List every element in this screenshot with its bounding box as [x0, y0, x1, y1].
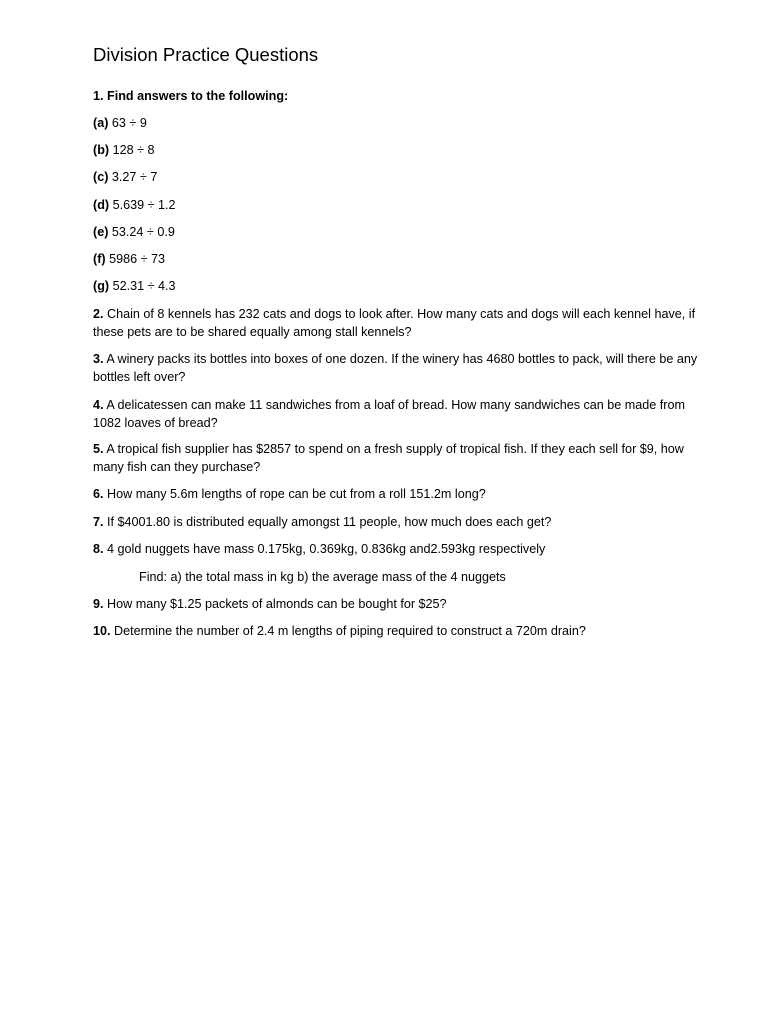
question-1d — [93, 196, 176, 214]
question-number: 7. — [93, 515, 104, 529]
question-4 — [93, 396, 703, 432]
question-1b — [93, 141, 155, 159]
question-5 — [93, 440, 703, 476]
question-text: If $4001.80 is distributed equally amongst 11 people, how much does each get? — [103, 515, 552, 529]
question-9 — [93, 595, 447, 613]
part-label: (a) — [93, 116, 109, 130]
question-number: 10. — [93, 624, 111, 638]
question-text: How many $1.25 packets of almonds can be bought for $25? — [103, 597, 447, 611]
question-number: 2. — [93, 307, 104, 321]
question-text: A tropical fish supplier has $2857 to spend on a fresh supply of tropical fish. If they each sell for $9, how many fish can they purchase? — [93, 442, 684, 474]
part-text: 3.27 ÷ 7 — [108, 170, 158, 184]
question-1f — [93, 250, 165, 268]
part-label: (g) — [93, 279, 110, 293]
question-2 — [93, 305, 703, 341]
part-label: (e) — [93, 225, 109, 239]
question-number: 3. — [93, 352, 104, 366]
part-label: (d) — [93, 198, 110, 212]
question-1a — [93, 114, 147, 132]
question-6 — [93, 485, 486, 503]
question-text: A delicatessen can make 11 sandwiches from a loaf of bread. How many sandwiches can be made from 1082 loaves of bread? — [93, 398, 685, 430]
question-text: A winery packs its bottles into boxes of one dozen. If the winery has 4680 bottles to pack, will there be any bottles left over? — [93, 352, 698, 384]
question-10 — [93, 622, 586, 640]
question-number: 4. — [93, 398, 104, 412]
question-text: Chain of 8 kennels has 232 cats and dogs to look after. How many cats and dogs will each kennel have, if these pets are to be shared equally among stall kennels? — [93, 307, 696, 339]
question-number: 8. — [93, 542, 104, 556]
question-8-find: Find: a) the total mass in kg b) the average mass of the 4 nuggets — [139, 570, 506, 584]
question-7 — [93, 513, 551, 531]
question-text: Determine the number of 2.4 m lengths of piping required to construct a 720m drain? — [110, 624, 586, 638]
question-1-heading — [93, 87, 288, 105]
question-number: 6. — [93, 487, 104, 501]
question-text: How many 5.6m lengths of rope can be cut from a roll 151.2m long? — [103, 487, 486, 501]
part-label: (c) — [93, 170, 109, 184]
question-1c — [93, 168, 157, 186]
question-number: 5. — [93, 442, 104, 456]
page-title: Division Practice Questions — [93, 44, 319, 65]
question-1-heading-text: 1. Find answers to the following: — [93, 89, 289, 103]
question-3 — [93, 350, 703, 386]
question-1g — [93, 277, 176, 295]
part-text: 63 ÷ 9 — [108, 116, 147, 130]
part-text: 5986 ÷ 73 — [105, 252, 166, 266]
part-text: 52.31 ÷ 4.3 — [109, 279, 176, 293]
question-number: 9. — [93, 597, 104, 611]
part-label: (f) — [93, 252, 106, 266]
part-text: 5.639 ÷ 1.2 — [109, 198, 176, 212]
question-1e — [93, 223, 175, 241]
part-text: 128 ÷ 8 — [109, 143, 155, 157]
question-text: 4 gold nuggets have mass 0.175kg, 0.369kg, 0.836kg and2.593kg respectively — [103, 542, 546, 556]
question-8 — [93, 540, 545, 558]
part-label: (b) — [93, 143, 110, 157]
part-text: 53.24 ÷ 0.9 — [108, 225, 175, 239]
